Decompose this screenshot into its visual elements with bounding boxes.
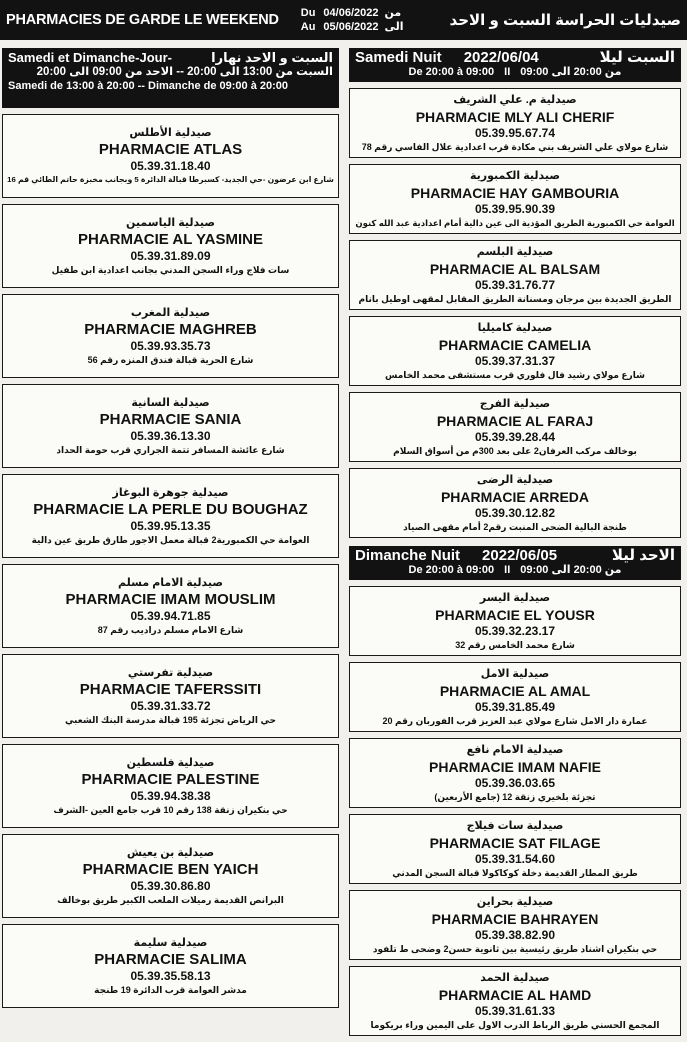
pharmacy-name-ar: صيدلية الأطلس: [129, 127, 212, 139]
pharmacy-name-fr: PHARMACIE MLY ALI CHERIF: [415, 109, 615, 125]
pharmacy-address: البرانص القديمة رميلات الملعب الكبير طريق بوخالف: [57, 895, 284, 905]
pharmacy-name-fr: PHARMACIE CAMELIA: [438, 337, 592, 353]
pharmacy-name-fr: PHARMACIE ARREDA: [440, 489, 590, 505]
ila-label: الى: [384, 21, 404, 33]
pharmacy-address: شارع الحرية قبالة فندق المنزه رقم 56: [87, 355, 254, 365]
pharmacy-phone: 05.39.31.54.60: [474, 852, 556, 866]
pharmacy-name-ar: صيدلية الامل: [480, 668, 550, 680]
pharmacy-phone: 05.39.31.76.77: [474, 278, 556, 292]
pharmacy-card: [349, 392, 681, 462]
pharmacy-card: [2, 474, 339, 558]
pharmacy-name-ar: صيدلية الكمبورية: [469, 170, 560, 182]
pharmacy-card: [2, 564, 339, 648]
day-section-header: [2, 48, 339, 108]
pharmacy-name-fr: PHARMACIE SANIA: [99, 411, 242, 428]
pharmacy-name-ar: صيدلية الحمد: [480, 972, 550, 984]
day-column: [2, 48, 339, 1014]
pharmacy-address: شارع مولاي علي الشريف بني مكادة قرب اعدادية علال الفاسي رقم 78: [361, 142, 669, 152]
top-banner: [0, 0, 687, 40]
samedi-label-ar: السبت ليلا: [599, 49, 675, 66]
pharmacy-address: شارع الامام مسلم دراديب رقم 87: [97, 625, 244, 635]
pharmacy-phone: 05.39.35.58.13: [130, 969, 211, 983]
pharmacy-phone: 05.39.31.18.40: [130, 159, 211, 173]
pharmacy-phone: 05.39.95.13.35: [130, 519, 211, 533]
pharmacy-name-fr: PHARMACIE ATLAS: [98, 141, 243, 158]
pharmacy-phone: 05.39.93.35.73: [130, 339, 211, 353]
pharmacy-card: [349, 164, 681, 234]
pharmacy-address: الطريق الجديدة بين مرجان ومسنانة الطريق المقابل لمقهى اوطيل بانام: [358, 294, 672, 304]
pharmacy-address: شارع ابن عرضون -حي الجديد- كسبرطا قبالة الدائرة 5 وبجانب مخبزة حاتم الطائي قم 16: [7, 175, 334, 184]
pharmacy-address: شارع مولاي رشيد فال فلوري قرب مستشفى محمد الخامس: [385, 370, 645, 380]
dimanche-date: 2022/06/05: [482, 547, 558, 564]
pharmacy-name-fr: PHARMACIE IMAM MOUSLIM: [65, 591, 276, 608]
pharmacy-card: [2, 744, 339, 828]
pharmacy-phone: 05.39.30.86.80: [130, 879, 211, 893]
pharmacy-name-ar: صيدلية م. علي الشريف: [453, 94, 577, 106]
pharmacy-address: طنجة البالية الضحى المنبت رقم2 أمام مقهى الصياد: [403, 522, 627, 532]
pharmacy-phone: 05.39.94.38.38: [130, 789, 211, 803]
pharmacy-card: [349, 240, 681, 310]
dimanche-section-header: [349, 546, 681, 580]
pharmacy-name-ar: صيدلية بحراين: [476, 896, 554, 908]
pharmacy-phone: 05.39.95.67.74: [474, 126, 556, 140]
pharmacy-address: شارع عائشة المسافر تتمة الجراري قرب حومة الحداد: [56, 445, 285, 455]
pharmacy-name-ar: صيدلية تفرستي: [127, 667, 214, 679]
pharmacy-name-fr: PHARMACIE BAHRAYEN: [431, 911, 599, 927]
pharmacy-address: مدشر العوامة قرب الدائرة 19 طنجة: [94, 985, 247, 995]
pharmacy-name-ar: صيدلية سليمة: [133, 937, 208, 949]
pharmacy-card: [2, 204, 339, 288]
pharmacy-name-fr: PHARMACIE AL FARAJ: [436, 413, 594, 429]
pharmacy-name-ar: صيدلية اليسر: [479, 592, 551, 604]
pharmacy-card: [349, 814, 681, 884]
pharmacy-card: [2, 294, 339, 378]
pharmacy-phone: 05.39.32.23.17: [474, 624, 556, 638]
pharmacy-card: [349, 662, 681, 732]
pharmacy-phone: 05.39.31.89.09: [130, 249, 211, 263]
pharmacy-card: [2, 834, 339, 918]
pharmacy-phone: 05.39.37.31.37: [474, 354, 556, 368]
pharmacy-name-fr: PHARMACIE PALESTINE: [81, 771, 260, 788]
pharmacy-address: العوامة حي الكمبورية2 قبالة معمل الاجور طارق طريق عين دالية: [31, 535, 310, 545]
day-label-fr: Samedi et Dimanche-Jour-: [8, 50, 172, 65]
samedi-hours-fr: De 20:00 à 09:00: [408, 66, 495, 78]
min-label: من: [384, 7, 402, 19]
dimanche-pharmacy-list: [349, 586, 681, 1036]
samedi-hours-ar: من 20:00 الى 09:00: [520, 66, 622, 78]
dimanche-label-ar: الاحد ليلا: [611, 547, 675, 564]
samedi-section-header: [349, 48, 681, 82]
samedi-sep: II: [504, 66, 511, 78]
pharmacy-name-ar: صيدلية الامام مسلم: [118, 577, 223, 589]
pharmacy-address: حي بنكيران زنقة 138 رقم 10 قرب جامع العين -الشرف: [53, 805, 288, 815]
pharmacy-name-fr: PHARMACIE MAGHREB: [84, 321, 257, 338]
page-title: PHARMACIES DE GARDE LE WEEKEND: [6, 12, 279, 28]
pharmacy-phone: 05.39.31.85.49: [474, 700, 556, 714]
pharmacy-card: [349, 88, 681, 158]
pharmacy-address: سات فلاج وراء السجن المدني بجانب اعدادية ابن طفيل: [51, 265, 290, 275]
pharmacy-name-ar: صيدلية الرضى: [476, 474, 554, 486]
pharmacy-card: [349, 586, 681, 656]
date-range: [301, 6, 404, 34]
pharmacy-card: [2, 114, 339, 198]
page-title-ar: صيدليات الحراسة السبت و الاحد: [449, 12, 681, 29]
pharmacy-name-ar: صيدلية المغرب: [130, 307, 211, 319]
samedi-pharmacy-list: [349, 88, 681, 538]
pharmacy-name-ar: صيدلية فلسطين: [126, 757, 215, 769]
pharmacy-card: [349, 890, 681, 960]
pharmacy-name-fr: PHARMACIE AL AMAL: [439, 683, 591, 699]
pharmacy-name-fr: PHARMACIE AL BALSAM: [429, 261, 601, 277]
pharmacy-phone: 05.39.31.61.33: [474, 1004, 556, 1018]
pharmacy-address: تجزئة بلخيري زنقة 12 (جامع الأربعين): [434, 792, 596, 802]
pharmacy-name-fr: PHARMACIE SAT FILAGE: [429, 835, 601, 851]
pharmacy-card: [349, 468, 681, 538]
pharmacy-address: العوامة حي الكمبورية الطريق المؤدية الى عين دالية أمام اعدادية عبد الله كنون: [355, 218, 675, 228]
date-to: 05/06/2022: [323, 21, 379, 33]
pharmacy-name-ar: صيدلية الياسمين: [126, 217, 215, 229]
samedi-date: 2022/06/04: [463, 49, 539, 66]
pharmacy-name-ar: صيدلية جوهرة البوغاز: [112, 487, 229, 499]
pharmacy-address: طريق المطار القديمة دخلة كوكاكولا قبالة السجن المدني: [392, 868, 638, 878]
day-pharmacy-list: [2, 114, 339, 1008]
pharmacy-address: المجمع الحسني طريق الرباط الدرب الاول على اليمين وراء بريكوما: [370, 1020, 660, 1030]
pharmacy-card: [2, 924, 339, 1008]
samedi-label-fr: Samedi Nuit: [355, 49, 442, 66]
date-from: 04/06/2022: [323, 7, 379, 19]
pharmacy-name-ar: صيدلية الامام نافع: [466, 744, 564, 756]
pharmacy-name-fr: PHARMACIE EL YOUSR: [435, 607, 595, 623]
day-hours-ar: السبت من 13:00 الى 20:00 -- الاحد من 09:00 الى 20:00: [36, 66, 333, 78]
pharmacy-name-fr: PHARMACIE BEN YAICH: [82, 861, 259, 878]
pharmacy-card: [2, 654, 339, 738]
dimanche-hours-ar: من 20:00 الى 09:00: [520, 564, 622, 576]
pharmacy-name-ar: صيدلية السانية: [131, 397, 210, 409]
pharmacy-name-fr: PHARMACIE HAY GAMBOURIA: [410, 185, 620, 201]
day-label-ar: السبت و الاحد نهارا: [211, 50, 333, 65]
du-label: Du: [300, 7, 316, 19]
pharmacy-address: شارع محمد الخامس رقم 32: [455, 640, 575, 650]
pharmacy-name-ar: صيدلية سات فيلاج: [466, 820, 564, 832]
pharmacy-name-fr: PHARMACIE IMAM NAFIE: [429, 759, 601, 775]
pharmacy-name-ar: صيدلية البلسم: [476, 246, 554, 258]
au-label: Au: [300, 21, 316, 33]
day-hours-fr: Samedi de 13:00 à 20:00 -- Dimanche de 09:00 à 20:00: [8, 80, 289, 92]
pharmacy-phone: 05.39.30.12.82: [474, 506, 556, 520]
pharmacy-name-fr: PHARMACIE SALIMA: [94, 951, 247, 968]
pharmacy-address: حي بنكيران اشناد طريق رئيسية بين ثانوية حسن2 وضحى ط تلفود: [372, 944, 658, 954]
night-column: [349, 48, 681, 1042]
pharmacy-card: [349, 966, 681, 1036]
pharmacy-name-fr: PHARMACIE LA PERLE DU BOUGHAZ: [33, 501, 308, 518]
pharmacy-name-ar: صيدلية الفرج: [479, 398, 551, 410]
pharmacy-card: [349, 316, 681, 386]
pharmacy-name-fr: PHARMACIE AL HAMD: [438, 987, 592, 1003]
pharmacy-name-ar: صيدلية بن يعيش: [126, 847, 215, 859]
pharmacy-phone: 05.39.36.03.65: [474, 776, 556, 790]
pharmacy-phone: 05.39.31.33.72: [130, 699, 211, 713]
pharmacy-address: بوخالف مركب العرفان2 على بعد 300م من أسواق السلام: [393, 446, 637, 456]
pharmacy-card: [349, 738, 681, 808]
pharmacy-phone: 05.39.94.71.85: [130, 609, 211, 623]
pharmacy-address: عمارة دار الامل شارع مولاي عبد العزيز قرب الفوربان رقم 20: [382, 716, 648, 726]
pharmacy-phone: 05.39.39.28.44: [474, 430, 556, 444]
pharmacy-phone: 05.39.95.90.39: [474, 202, 556, 216]
pharmacy-phone: 05.39.36.13.30: [130, 429, 211, 443]
dimanche-label-fr: Dimanche Nuit: [355, 547, 461, 564]
pharmacy-card: [2, 384, 339, 468]
pharmacy-name-ar: صيدلية كاميليا: [477, 322, 553, 334]
dimanche-sep: II: [504, 564, 511, 576]
pharmacy-name-fr: PHARMACIE AL YASMINE: [77, 231, 264, 248]
pharmacy-phone: 05.39.38.82.90: [474, 928, 556, 942]
dimanche-hours-fr: De 20:00 à 09:00: [408, 564, 495, 576]
pharmacy-address: حي الرياض تجزئة 195 قبالة مدرسة البنك الشعبي: [64, 715, 277, 725]
pharmacy-name-fr: PHARMACIE TAFERSSITI: [79, 681, 262, 698]
